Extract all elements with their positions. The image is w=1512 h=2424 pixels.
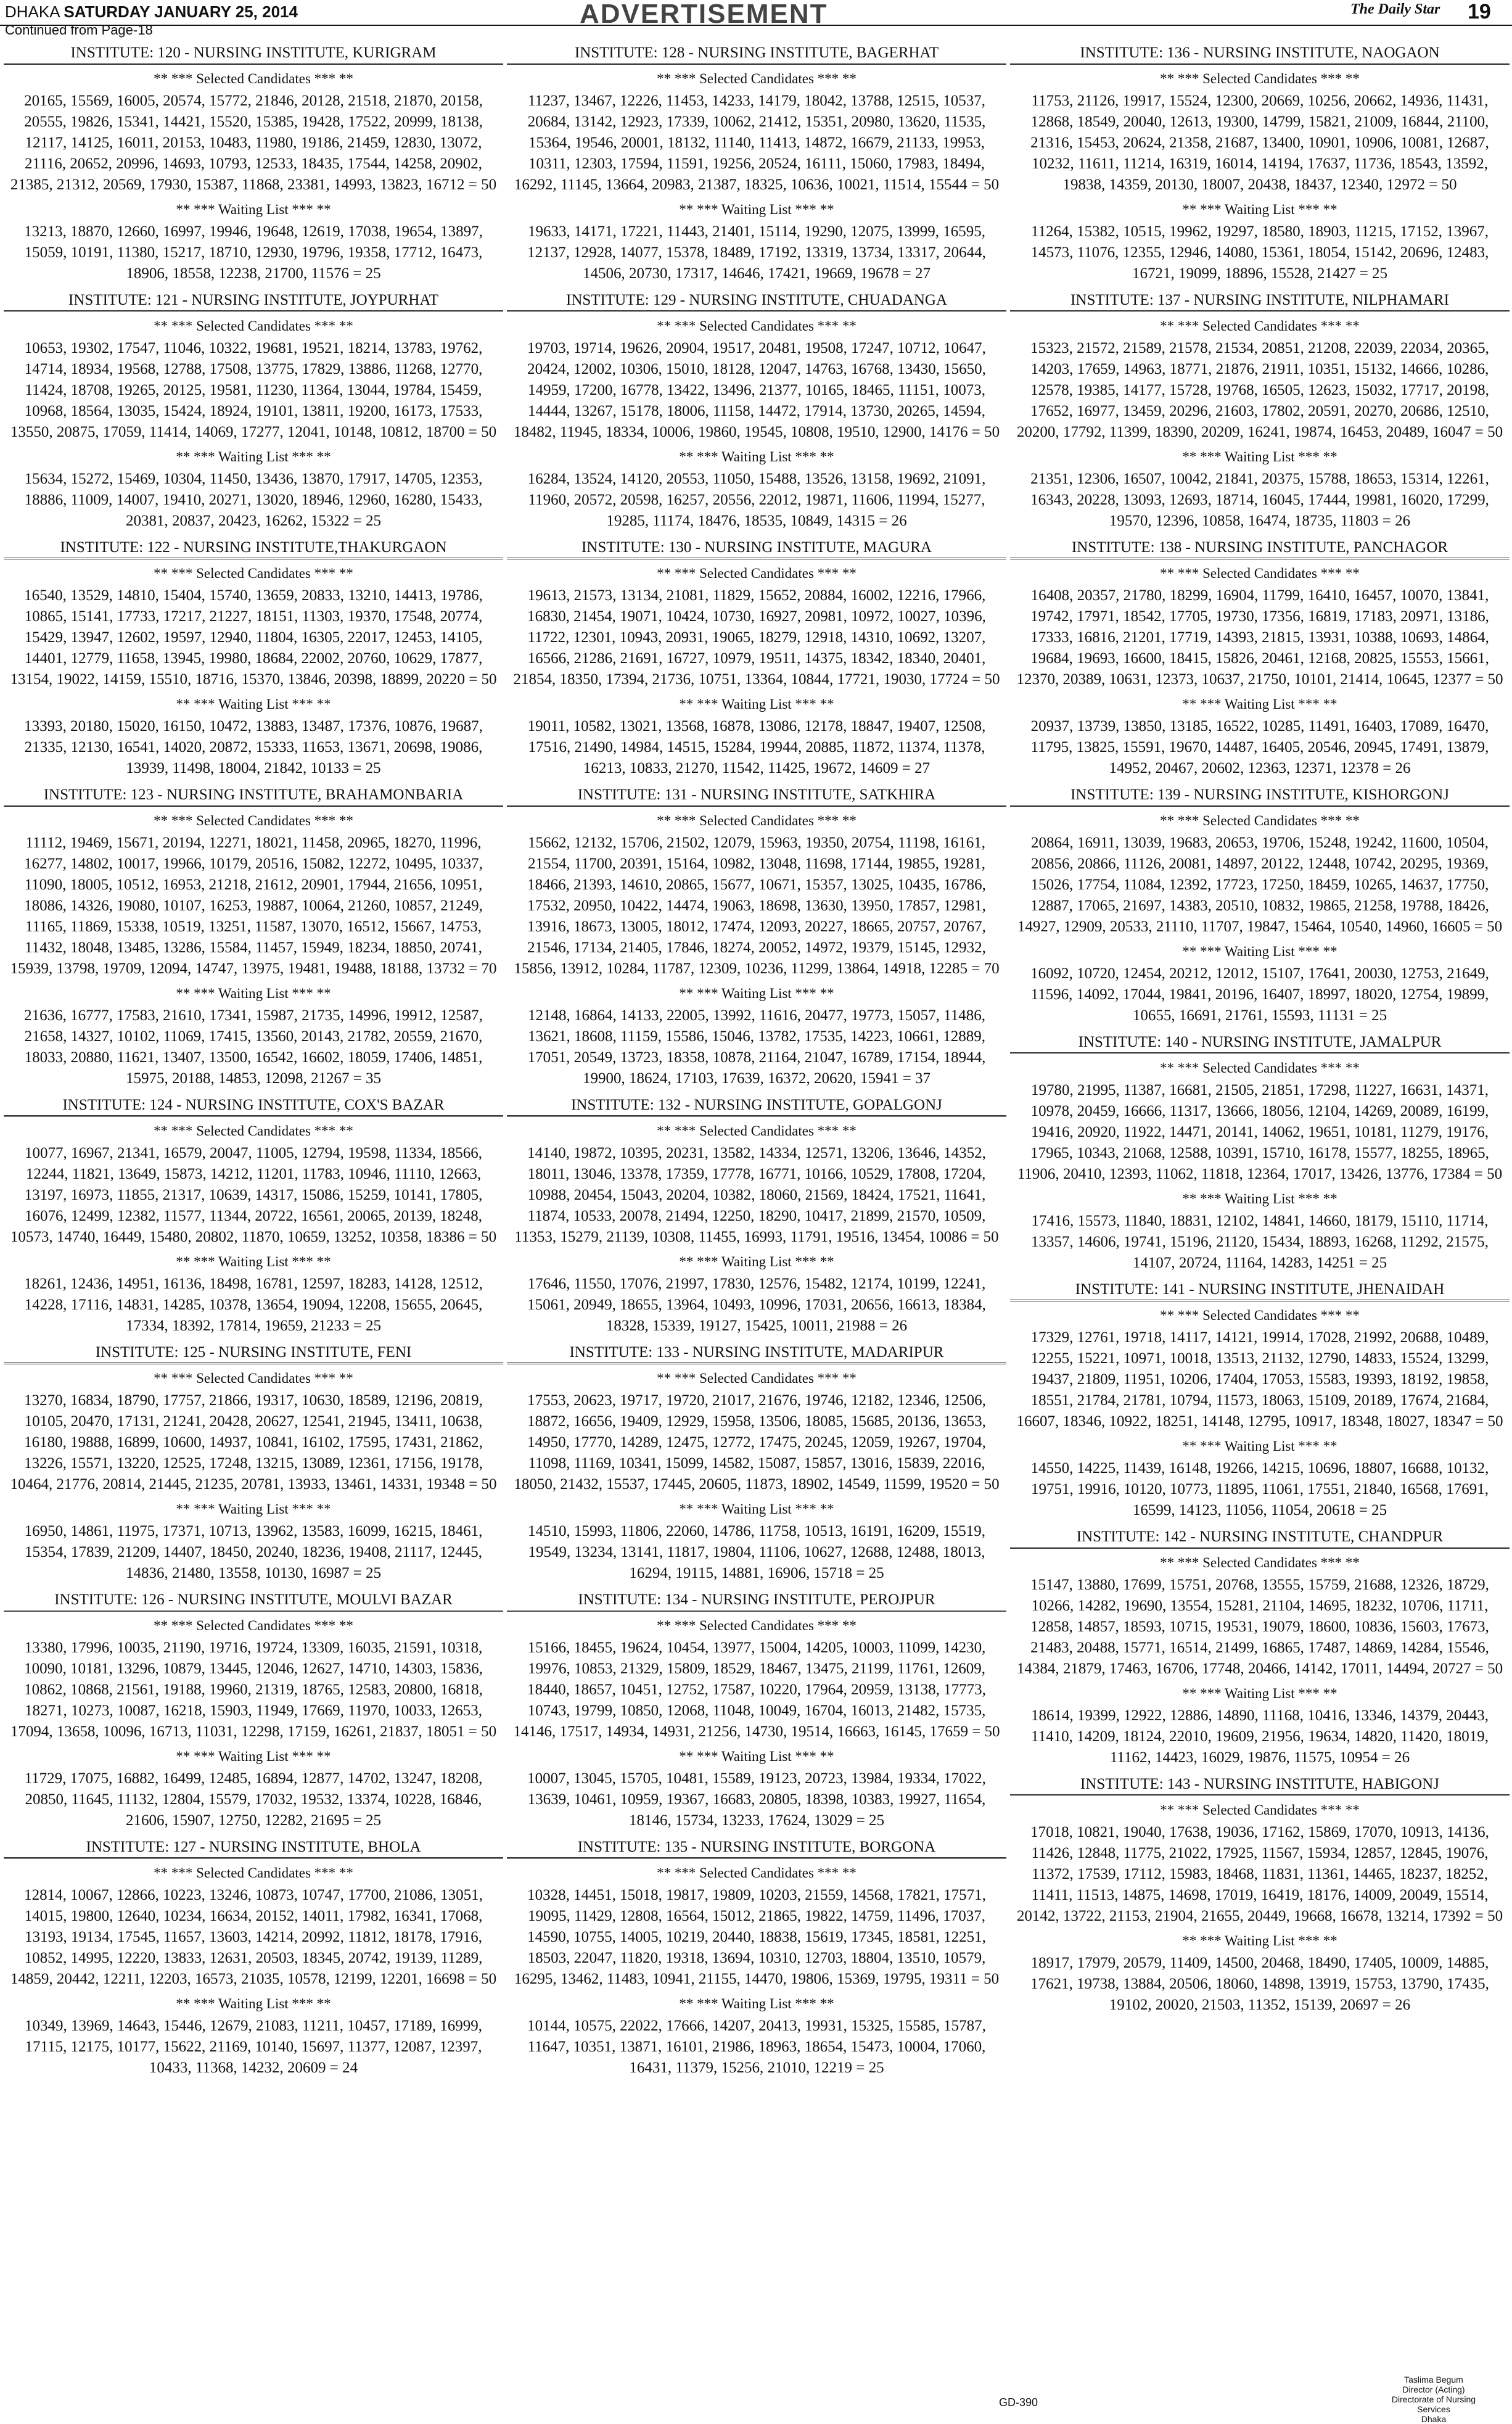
institute-title: INSTITUTE: 136 - NURSING INSTITUTE, NAOGAON [1010,41,1510,65]
selected-candidates: 19613, 21573, 13134, 21081, 11829, 15652, 20884, 16002, 12216, 17966, 16830, 21454, 19071, 10424, 10730, 16927, 20981, 10972, 10027, 10396, 11722, 12301, 10943, 20931, 19065, 18279, 12918, 14310, 10692, 13207, 16566, 21286, 21691, 16727, 10979, 19511, 14375, 18342, 18340, 20401, 21854, 18350, 17394, 21736, 10751, 13364, 10844, 17721, 19030, 17724 = 50 [513,587,1000,688]
waiting-heading: ** *** Waiting List *** ** [176,1501,331,1517]
selected-candidates: 17553, 20623, 19717, 19720, 21017, 21676, 19746, 12182, 12346, 12506, 18872, 16656, 19409, 12929, 15958, 13506, 18085, 15685, 20136, 13653, 14950, 17770, 14289, 12475, 12772, 17475, 20245, 12059, 19267, 19704, 11098, 11169, 10341, 15099, 14582, 15087, 15857, 13016, 15839, 22016, 18050, 21432, 15537, 17445, 20605, 11873, 18902, 14549, 11599, 19520 = 50 [514,1392,1000,1493]
waiting-heading: ** *** Waiting List *** ** [1182,944,1337,959]
selected-heading: ** *** Selected Candidates *** ** [657,1618,857,1633]
selected-heading: ** *** Selected Candidates *** ** [657,71,857,86]
ad-code: GD-390 [999,2396,1038,2409]
waiting-heading: ** *** Waiting List *** ** [1182,449,1337,464]
waiting-heading: ** *** Waiting List *** ** [176,1996,331,2011]
institute-title: INSTITUTE: 128 - NURSING INSTITUTE, BAGERHAT [507,41,1006,65]
institute-title: INSTITUTE: 124 - NURSING INSTITUTE, COX'S BAZAR [4,1093,503,1117]
selected-heading: ** *** Selected Candidates *** ** [154,318,353,334]
institute-block [1010,41,1510,284]
institute-title: INSTITUTE: 137 - NURSING INSTITUTE, NILPHAMARI [1010,288,1510,312]
city: DHAKA [5,2,60,21]
waiting-list: 19011, 10582, 13021, 13568, 16878, 13086, 12178, 18847, 19407, 12508, 17516, 21490, 14984, 14515, 15284, 19944, 20885, 11872, 11374, 11378, 16213, 10833, 21270, 11542, 11425, 19672, 14609 = 27 [527,718,986,777]
signature-block [1381,2375,1486,2424]
waiting-heading: ** *** Waiting List *** ** [176,1749,331,1764]
selected-candidates: 10653, 19302, 17547, 11046, 10322, 19681, 19521, 18214, 13783, 19762, 14714, 18934, 19568, 12788, 17508, 13775, 17829, 13886, 11268, 12770, 11424, 18708, 19265, 20125, 19581, 11230, 11364, 13044, 19784, 15459, 10968, 18564, 13035, 15424, 18924, 19101, 13811, 19200, 16173, 17533, 13550, 20875, 17059, 11414, 14069, 17277, 12041, 10148, 10812, 18700 = 50 [10,340,497,440]
institute-block [4,1093,503,1337]
selected-candidates: 13380, 17996, 10035, 21190, 19716, 19724, 13309, 16035, 21591, 10318, 10090, 10181, 13296, 10879, 13445, 12046, 12627, 14710, 14303, 15836, 10862, 10868, 21561, 19188, 19960, 21319, 18765, 12583, 20800, 16818, 18271, 10273, 10087, 16218, 15903, 11949, 17669, 11970, 10033, 12653, 17094, 13658, 10096, 16713, 11031, 12298, 17159, 16261, 21837, 18051 = 50 [10,1639,497,1740]
waiting-heading: ** *** Waiting List *** ** [679,696,834,712]
signer-name: Taslima Begum [1404,2375,1463,2385]
waiting-list: 12148, 16864, 14133, 22005, 13992, 11616, 20477, 19773, 15057, 11486, 13621, 18608, 11159, 15586, 15046, 13782, 17535, 14223, 10661, 12889, 17051, 20549, 13723, 18358, 10878, 21164, 21047, 16789, 17154, 18944, 19900, 18624, 17103, 17639, 16372, 20620, 15941 = 37 [527,1007,986,1087]
waiting-heading: ** *** Waiting List *** ** [679,202,834,217]
column-1 [4,41,503,2412]
institute-block [1010,783,1510,1026]
institute-title: INSTITUTE: 134 - NURSING INSTITUTE, PEROJPUR [507,1588,1006,1612]
waiting-heading: ** *** Waiting List *** ** [679,986,834,1001]
institute-block [1010,1772,1510,2016]
waiting-heading: ** *** Waiting List *** ** [1182,1686,1337,1701]
waiting-list: 14510, 15993, 11806, 22060, 14786, 11758, 10513, 16191, 16209, 15519, 19549, 13234, 13141, 11817, 19804, 11106, 10627, 12688, 12488, 18013, 16294, 19115, 14881, 16906, 15718 = 25 [528,1523,985,1581]
waiting-heading: ** *** Waiting List *** ** [1182,1933,1337,1948]
institute-block [4,783,503,1089]
waiting-heading: ** *** Waiting List *** ** [679,1254,834,1269]
selected-candidates: 16408, 20357, 21780, 18299, 16904, 11799, 16410, 16457, 10070, 13841, 19742, 17971, 18542, 17705, 19730, 17356, 16819, 17183, 20971, 13186, 17333, 16816, 21201, 17719, 14393, 21815, 13931, 10388, 10693, 14864, 19684, 19693, 16600, 18415, 15826, 20461, 12168, 20825, 15553, 15661, 12370, 20389, 10631, 12373, 10637, 21750, 10101, 21414, 10645, 12377 = 50 [1016,587,1503,688]
institute-block [4,1340,503,1584]
selected-heading: ** *** Selected Candidates *** ** [1160,1060,1360,1076]
institute-block [4,535,503,779]
header-rule [0,25,1512,26]
signer-title: Director (Acting) [1402,2385,1465,2394]
selected-candidates: 15323, 21572, 21589, 21578, 21534, 20851, 21208, 22039, 22034, 20365, 14203, 17659, 14963, 18771, 21876, 21911, 10351, 15132, 14666, 10286, 12578, 19385, 14177, 15728, 19768, 16505, 12623, 15032, 17717, 20198, 17652, 16977, 13459, 20296, 21603, 17802, 20591, 20270, 20686, 12510, 20200, 17792, 11399, 18390, 20209, 16241, 19874, 16453, 20489, 16047 = 50 [1016,340,1503,440]
institute-title: INSTITUTE: 120 - NURSING INSTITUTE, KURIGRAM [4,41,503,65]
selected-heading: ** *** Selected Candidates *** ** [154,1123,353,1139]
institute-block [4,1835,503,2079]
waiting-list: 15634, 15272, 15469, 10304, 11450, 13436, 13870, 17917, 14705, 12353, 18886, 11009, 14007, 19410, 20271, 13020, 18946, 12960, 16280, 15433, 20381, 20837, 20423, 16262, 15322 = 25 [24,471,483,529]
institute-block [507,41,1006,284]
institute-title: INSTITUTE: 126 - NURSING INSTITUTE, MOULVI BAZAR [4,1588,503,1612]
selected-candidates: 19780, 21995, 11387, 16681, 21505, 21851, 17298, 11227, 16631, 14371, 10978, 20459, 16666, 11317, 13666, 18056, 12104, 14269, 20089, 16199, 19416, 20920, 11922, 14471, 20141, 14062, 19651, 10181, 11279, 19176, 17965, 10343, 21068, 12588, 10391, 15710, 16178, 15577, 18255, 18965, 11906, 20410, 12393, 11062, 11818, 12364, 17017, 13426, 13776, 17384 = 50 [1017,1082,1503,1182]
section-title: ADVERTISEMENT [580,0,828,29]
selected-candidates: 20165, 15569, 16005, 20574, 15772, 21846, 20128, 21518, 21870, 20158, 20555, 19826, 15341, 14421, 15520, 15385, 19428, 17522, 20999, 18138, 12117, 14125, 16011, 20153, 10483, 11980, 19186, 21459, 12830, 13072, 21116, 20652, 20996, 14693, 10793, 12533, 18435, 17544, 14258, 20902, 21385, 21312, 20569, 17930, 15387, 11868, 23381, 14993, 13823, 16712 = 50 [10,93,497,193]
selected-heading: ** *** Selected Candidates *** ** [1160,813,1360,828]
selected-heading: ** *** Selected Candidates *** ** [154,1618,353,1633]
column-2 [507,41,1006,2412]
waiting-list: 20937, 13739, 13850, 13185, 16522, 10285, 11491, 16403, 17089, 16470, 11795, 13825, 15591, 19670, 14487, 16405, 20546, 20945, 17491, 13879, 14952, 20467, 20602, 12363, 12371, 12378 = 26 [1030,718,1489,777]
institute-title: INSTITUTE: 129 - NURSING INSTITUTE, CHUADANGA [507,288,1006,312]
waiting-heading: ** *** Waiting List *** ** [176,696,331,712]
institute-title: INSTITUTE: 131 - NURSING INSTITUTE, SATKHIRA [507,783,1006,807]
institute-block [507,1093,1006,1337]
selected-candidates: 14140, 19872, 10395, 20231, 13582, 14334, 12571, 13206, 13646, 14352, 18011, 13046, 13378, 17359, 17778, 16771, 10166, 10529, 17808, 17204, 10988, 20454, 15043, 20204, 10382, 18060, 21569, 18424, 17521, 11641, 11874, 10533, 20078, 21494, 12250, 18290, 10417, 21899, 21570, 10509, 11353, 15279, 21139, 10308, 11455, 16993, 11791, 19516, 13454, 10086 = 50 [514,1145,999,1245]
waiting-heading: ** *** Waiting List *** ** [176,986,331,1001]
waiting-heading: ** *** Waiting List *** ** [679,449,834,464]
selected-candidates: 15166, 18455, 19624, 10454, 13977, 15004, 14205, 10003, 11099, 14230, 19976, 10853, 21329, 15809, 18529, 18467, 13475, 21199, 11761, 12609, 18440, 18657, 10451, 12752, 17587, 10220, 17964, 20959, 13138, 17773, 10743, 19799, 10850, 12068, 11048, 10049, 16704, 16013, 21482, 15735, 14146, 17517, 14934, 14931, 21256, 14730, 19514, 16663, 16145, 17659 = 50 [513,1639,1000,1740]
waiting-list: 13213, 18870, 12660, 16997, 19946, 19648, 12619, 17038, 19654, 13897, 15059, 10191, 11380, 15217, 18710, 12930, 19796, 19358, 17712, 16473, 18906, 18558, 12238, 21700, 11576 = 25 [24,223,483,282]
waiting-list: 21636, 16777, 17583, 21610, 17341, 15987, 21735, 14996, 19912, 12587, 21658, 14327, 10102, 11069, 17415, 13560, 20143, 21782, 20559, 21670, 18033, 20880, 11621, 13407, 13500, 16542, 16602, 18059, 17406, 14851, 15975, 20188, 14853, 12098, 21267 = 35 [24,1007,483,1087]
waiting-heading: ** *** Waiting List *** ** [679,1501,834,1517]
institute-title: INSTITUTE: 143 - NURSING INSTITUTE, HABIGONJ [1010,1772,1510,1796]
selected-candidates: 11112, 19469, 15671, 20194, 12271, 18021, 11458, 20965, 18270, 11996, 16277, 14802, 10017, 19966, 10179, 20516, 15082, 12272, 10495, 10337, 11090, 18005, 10512, 16953, 21218, 21612, 20901, 17944, 21656, 10951, 18086, 14326, 19080, 10107, 16253, 19887, 10064, 21260, 10857, 21249, 11165, 11869, 15338, 10519, 13251, 11587, 13070, 16512, 15667, 14753, 11432, 18048, 13485, 13286, 15584, 11457, 15949, 18234, 18850, 20741, 15939, 13798, 19709, 12094, 14747, 13975, 19481, 19488, 18188, 13732 = 70 [10,835,497,977]
dateline [5,2,298,22]
institute-block [4,41,503,284]
waiting-heading: ** *** Waiting List *** ** [1182,202,1337,217]
selected-heading: ** *** Selected Candidates *** ** [154,813,353,828]
waiting-list: 19633, 14171, 17221, 11443, 21401, 15114, 19290, 12075, 13999, 16595, 12137, 12928, 14077, 15378, 18489, 17192, 13319, 13734, 13317, 20644, 14506, 20730, 17317, 14646, 17421, 19669, 19678 = 27 [527,223,986,282]
selected-heading: ** *** Selected Candidates *** ** [1160,1555,1360,1570]
institute-title: INSTITUTE: 138 - NURSING INSTITUTE, PANCHAGOR [1010,535,1510,559]
waiting-list: 17416, 15573, 11840, 18831, 12102, 14841, 14660, 18179, 15110, 11714, 13357, 14606, 19741, 15196, 21120, 15434, 18893, 16268, 11292, 21575, 14107, 20724, 11164, 14283, 14251 = 25 [1031,1213,1489,1271]
selected-heading: ** *** Selected Candidates *** ** [657,813,857,828]
waiting-heading: ** *** Waiting List *** ** [176,1254,331,1269]
waiting-list: 13393, 20180, 15020, 16150, 10472, 13883, 13487, 17376, 10876, 19687, 21335, 12130, 16541, 14020, 20872, 15333, 11653, 13671, 20698, 19086, 13939, 11498, 18004, 21842, 10133 = 25 [24,718,483,777]
signer-city: Dhaka [1421,2414,1447,2424]
waiting-heading: ** *** Waiting List *** ** [1182,1191,1337,1206]
selected-candidates: 11237, 13467, 12226, 11453, 14233, 14179, 18042, 13788, 12515, 10537, 20684, 13142, 12923, 17339, 10062, 21412, 15351, 20980, 13620, 11535, 15364, 19546, 20001, 18132, 11140, 11413, 14872, 16679, 21133, 19953, 10311, 12303, 17594, 11591, 19256, 20524, 16111, 15060, 17983, 18494, 16292, 11145, 13664, 20983, 21387, 18325, 10636, 10021, 11514, 15544 = 50 [514,93,1000,193]
selected-candidates: 15147, 13880, 17699, 15751, 20768, 13555, 15759, 21688, 12326, 18729, 10266, 14282, 19690, 13554, 15281, 21104, 14695, 18232, 10706, 11711, 12858, 14857, 18593, 10715, 19531, 19079, 18600, 10836, 15603, 17673, 21483, 20488, 15771, 16514, 21499, 16865, 17487, 14869, 14284, 15546, 14384, 21879, 17463, 16706, 17748, 20466, 14142, 17011, 14494, 20727 = 50 [1016,1577,1503,1677]
institute-block [1010,1030,1510,1274]
waiting-list: 11729, 17075, 16882, 16499, 12485, 16894, 12877, 14702, 13247, 18208, 20850, 11645, 11132, 12804, 15579, 17032, 19532, 13374, 10228, 16846, 21606, 15907, 12750, 12282, 21695 = 25 [24,1770,483,1829]
waiting-list: 16092, 10720, 12454, 20212, 12012, 15107, 17641, 20030, 12753, 21649, 11596, 14092, 17044, 19841, 20196, 16407, 18997, 18020, 12754, 19899, 10655, 16691, 21761, 15593, 11131 = 25 [1030,965,1489,1024]
waiting-heading: ** *** Waiting List *** ** [176,449,331,464]
waiting-heading: ** *** Waiting List *** ** [1182,696,1337,712]
selected-heading: ** *** Selected Candidates *** ** [657,1371,857,1386]
selected-candidates: 13270, 16834, 18790, 17757, 21866, 19317, 10630, 18589, 12196, 20819, 10105, 20470, 17131, 21241, 20428, 20627, 12541, 21945, 13411, 10638, 16180, 19888, 16899, 10600, 14937, 10841, 16102, 17595, 17431, 21862, 13226, 15571, 13220, 12525, 17248, 13215, 13089, 12361, 17156, 19178, 10464, 21776, 20814, 21445, 21235, 20781, 13933, 13461, 14331, 19348 = 50 [10,1392,497,1493]
institute-block [507,783,1006,1089]
institute-title: INSTITUTE: 121 - NURSING INSTITUTE, JOYPURHAT [4,288,503,312]
selected-heading: ** *** Selected Candidates *** ** [1160,1308,1360,1323]
waiting-list: 10144, 10575, 22022, 17666, 14207, 20413, 19931, 15325, 15585, 15787, 11647, 10351, 13871, 16101, 21986, 18963, 18654, 15473, 10004, 17060, 16431, 11379, 15256, 21010, 12219 = 25 [527,2018,986,2076]
institute-block [4,288,503,532]
institute-title: INSTITUTE: 133 - NURSING INSTITUTE, MADARIPUR [507,1340,1006,1364]
selected-candidates: 17329, 12761, 19718, 14117, 14121, 19914, 17028, 21992, 20688, 10489, 12255, 15221, 10971, 10018, 13513, 21132, 12790, 14833, 15524, 13299, 19437, 21809, 11951, 10206, 17404, 17053, 15583, 19393, 18192, 19858, 18551, 21784, 21781, 10794, 11573, 18063, 15109, 20189, 17674, 21684, 16607, 18346, 10922, 18251, 14148, 12795, 10917, 18348, 18027, 18347 = 50 [1016,1329,1503,1430]
selected-heading: ** *** Selected Candidates *** ** [1160,318,1360,334]
institute-block [507,288,1006,532]
selected-heading: ** *** Selected Candidates *** ** [154,566,353,581]
selected-candidates: 12814, 10067, 12866, 10223, 13246, 10873, 10747, 17700, 21086, 13051, 14015, 19800, 12640, 10234, 16634, 20152, 14011, 17982, 16341, 17068, 13193, 19134, 17545, 11657, 13603, 14214, 20992, 11812, 18178, 17916, 10852, 14995, 12220, 13833, 12631, 20503, 18345, 20742, 19139, 11289, 14859, 20442, 12211, 12203, 16573, 21035, 10578, 12199, 12201, 16698 = 50 [10,1887,497,1987]
institute-block [507,1588,1006,1831]
selected-candidates: 11753, 21126, 19917, 15524, 12300, 20669, 10256, 20662, 14936, 11431, 12868, 18549, 20040, 12613, 19300, 14799, 15821, 21009, 16844, 21100, 21316, 15453, 20624, 21358, 21687, 13400, 10901, 10906, 10081, 12687, 10232, 11611, 11214, 16319, 16014, 14194, 17637, 11736, 18543, 13592, 19838, 14359, 20130, 18007, 20438, 18437, 12340, 12972 = 50 [1030,93,1489,193]
selected-heading: ** *** Selected Candidates *** ** [1160,71,1360,86]
selected-candidates: 16540, 13529, 14810, 15404, 15740, 13659, 20833, 13210, 14413, 19786, 10865, 15141, 17733, 17217, 21227, 18151, 11303, 19370, 17548, 20774, 15429, 13947, 12602, 19597, 12940, 11804, 16305, 22017, 12453, 14105, 14401, 12779, 11658, 13945, 19980, 18684, 22002, 20760, 10629, 17877, 13154, 19022, 14159, 15510, 18716, 15370, 13846, 20398, 18899, 20220 = 50 [10,587,497,688]
selected-heading: ** *** Selected Candidates *** ** [1160,1802,1360,1818]
institute-block [507,1340,1006,1584]
selected-heading: ** *** Selected Candidates *** ** [657,1865,857,1881]
selected-heading: ** *** Selected Candidates *** ** [657,566,857,581]
waiting-list: 10349, 13969, 14643, 15446, 12679, 21083, 11211, 10457, 17189, 16999, 17115, 12175, 10177, 15622, 21169, 10140, 15697, 11377, 12087, 12397, 10433, 11368, 14232, 20609 = 24 [25,2018,482,2076]
selected-candidates: 20864, 16911, 13039, 19683, 20653, 19706, 15248, 19242, 11600, 10504, 20856, 20866, 11126, 20081, 14897, 20122, 12448, 10742, 20295, 19369, 15026, 17754, 11084, 12392, 17723, 17250, 18459, 10265, 14637, 17750, 12887, 17065, 21697, 14383, 20510, 10832, 19865, 21258, 19788, 18426, 14927, 12909, 20533, 21110, 11707, 19847, 15464, 10540, 14960, 16605 = 50 [1017,835,1503,935]
waiting-heading: ** *** Waiting List *** ** [679,1996,834,2011]
institute-title: INSTITUTE: 130 - NURSING INSTITUTE, MAGURA [507,535,1006,559]
waiting-heading: ** *** Waiting List *** ** [176,202,331,217]
selected-heading: ** *** Selected Candidates *** ** [154,1865,353,1881]
waiting-heading: ** *** Waiting List *** ** [679,1749,834,1764]
selected-heading: ** *** Selected Candidates *** ** [657,318,857,334]
institute-block [1010,1525,1510,1768]
waiting-list: 16284, 13524, 14120, 20553, 11050, 15488, 13526, 13158, 19692, 21091, 11960, 20572, 20598, 16257, 20556, 22012, 19871, 11606, 11994, 15277, 19285, 11174, 18476, 18535, 10849, 14315 = 26 [527,471,986,529]
institute-block [507,535,1006,779]
waiting-list: 21351, 12306, 16507, 10042, 21841, 20375, 15788, 18653, 15314, 12261, 16343, 20228, 13093, 12693, 18714, 16045, 17444, 19981, 16020, 17299, 19570, 12396, 10858, 16474, 18735, 11803 = 26 [1030,471,1489,529]
waiting-list: 11264, 15382, 10515, 19962, 19297, 18580, 18903, 11215, 17152, 13967, 14573, 11076, 12355, 12946, 14080, 15361, 18054, 15142, 20696, 12483, 16721, 19099, 18896, 15528, 21427 = 25 [1030,223,1489,282]
waiting-list: 16950, 14861, 11975, 17371, 10713, 13962, 13583, 16099, 16215, 18461, 15354, 17839, 21209, 14407, 18450, 20240, 18236, 19408, 21117, 12445, 14836, 21480, 13558, 10130, 16987 = 25 [24,1523,483,1581]
waiting-heading: ** *** Waiting List *** ** [1182,1438,1337,1454]
selected-candidates: 10328, 14451, 15018, 19817, 19809, 10203, 21559, 14568, 17821, 17571, 19095, 11429, 12808, 16564, 15012, 21865, 19822, 14759, 11496, 17037, 14590, 10755, 14005, 10219, 20440, 18838, 15619, 17345, 18581, 12251, 18503, 22047, 11820, 19318, 13694, 10310, 12703, 18804, 13510, 10579, 16295, 13462, 11483, 10941, 21155, 14470, 19806, 15369, 19795, 19311 = 50 [514,1887,1000,1987]
waiting-list: 10007, 13045, 15705, 10481, 15589, 19123, 20723, 13984, 19334, 17022, 13639, 10461, 10959, 19367, 16683, 20805, 18398, 10383, 19927, 11654, 18146, 15734, 13233, 17624, 13029 = 25 [527,1770,986,1829]
selected-heading: ** *** Selected Candidates *** ** [154,1371,353,1386]
waiting-list: 18261, 12436, 14951, 16136, 18498, 16781, 12597, 18283, 14128, 12512, 14228, 17116, 14831, 14285, 10378, 13654, 19094, 12208, 15655, 20645, 17334, 18392, 17814, 19659, 21233 = 25 [24,1276,483,1334]
waiting-list: 14550, 14225, 11439, 16148, 19266, 14215, 10696, 18807, 16688, 10132, 19751, 19916, 10120, 10773, 11895, 11061, 17551, 21840, 16568, 17691, 16599, 14123, 11056, 11054, 20618 = 25 [1030,1460,1489,1519]
continued-note: Continued from Page-18 [5,22,153,38]
institute-title: INSTITUTE: 140 - NURSING INSTITUTE, JAMALPUR [1010,1030,1510,1054]
selected-candidates: 15662, 12132, 15706, 21502, 12079, 15963, 19350, 20754, 11198, 16161, 21554, 11700, 20391, 15164, 10982, 13048, 11698, 17144, 19855, 19281, 18466, 21393, 14610, 20865, 15677, 10671, 15357, 13025, 10435, 16786, 17532, 20950, 10422, 14474, 19063, 18698, 13630, 13950, 17857, 12981, 13916, 18673, 13005, 18012, 17474, 12093, 20227, 18665, 20757, 20767, 21546, 17134, 21405, 17846, 18274, 20052, 14972, 19379, 15145, 12932, 15856, 13912, 10284, 11787, 12309, 10236, 11299, 13864, 14918, 12285 = 70 [514,835,1000,977]
issue-date: SATURDAY JANUARY 25, 2014 [64,2,298,21]
selected-candidates: 17018, 10821, 19040, 17638, 19036, 17162, 15869, 17070, 10913, 14136, 11426, 12848, 11775, 21022, 17925, 11567, 15934, 12857, 12845, 19076, 11372, 17539, 17112, 15983, 18468, 11831, 11361, 14465, 18237, 18252, 11411, 11513, 14875, 14698, 17019, 16419, 18176, 14009, 20049, 15514, 20142, 13722, 21153, 21904, 21655, 20449, 19668, 16678, 13214, 17392 = 50 [1016,1824,1503,1924]
waiting-list: 18917, 17979, 20579, 11409, 14500, 20468, 18490, 17405, 10009, 14885, 17621, 19738, 13884, 20506, 18060, 14898, 13919, 15753, 13790, 17435, 19102, 20020, 21503, 11352, 15139, 20697 = 26 [1030,1955,1489,2013]
selected-heading: ** *** Selected Candidates *** ** [1160,566,1360,581]
institute-title: INSTITUTE: 135 - NURSING INSTITUTE, BORGONA [507,1835,1006,1859]
masthead-logo: The Daily Star [1350,1,1440,17]
signer-office: Directorate of Nursing Services [1391,2394,1476,2414]
institute-block [507,1835,1006,2079]
institute-title: INSTITUTE: 123 - NURSING INSTITUTE, BRAHAMONBARIA [4,783,503,807]
institute-title: INSTITUTE: 132 - NURSING INSTITUTE, GOPALGONJ [507,1093,1006,1117]
results-columns [0,41,1512,2412]
institute-block [1010,288,1510,532]
column-3 [1010,41,1510,2412]
waiting-list: 18614, 19399, 12922, 12886, 14890, 11168, 10416, 13346, 14379, 20443, 11410, 14209, 18124, 22010, 19609, 21956, 19634, 14820, 11420, 18019, 11162, 14423, 16029, 19876, 11575, 10954 = 26 [1031,1707,1489,1766]
institute-block [1010,1277,1510,1521]
selected-candidates: 19703, 19714, 19626, 20904, 19517, 20481, 19508, 17247, 10712, 10647, 20424, 12002, 10306, 15010, 18128, 12047, 14763, 16768, 13430, 15650, 14959, 17200, 16778, 13422, 13496, 21377, 10165, 18465, 11151, 10073, 14444, 13267, 15178, 18006, 11158, 14472, 17914, 13730, 20265, 14594, 18482, 11945, 18334, 10006, 19860, 19545, 10808, 19510, 12900, 14176 = 50 [513,340,1000,440]
institute-block [4,1588,503,1831]
institute-title: INSTITUTE: 139 - NURSING INSTITUTE, KISHORGONJ [1010,783,1510,807]
page-number: 19 [1468,0,1491,23]
institute-title: INSTITUTE: 127 - NURSING INSTITUTE, BHOLA [4,1835,503,1859]
waiting-list: 17646, 11550, 17076, 21997, 17830, 12576, 15482, 12174, 10199, 12241, 15061, 20949, 18655, 13964, 10493, 10996, 17031, 20656, 16613, 18384, 18328, 15339, 19127, 15425, 10011, 21988 = 26 [527,1276,986,1334]
institute-block [1010,535,1510,779]
institute-title: INSTITUTE: 122 - NURSING INSTITUTE,THAKURGAON [4,535,503,559]
selected-heading: ** *** Selected Candidates *** ** [657,1123,857,1139]
institute-title: INSTITUTE: 125 - NURSING INSTITUTE, FENI [4,1340,503,1364]
institute-title: INSTITUTE: 141 - NURSING INSTITUTE, JHENAIDAH [1010,1277,1510,1301]
selected-heading: ** *** Selected Candidates *** ** [154,71,353,86]
institute-title: INSTITUTE: 142 - NURSING INSTITUTE, CHANDPUR [1010,1525,1510,1549]
selected-candidates: 10077, 16967, 21341, 16579, 20047, 11005, 12794, 19598, 11334, 18566, 12244, 11821, 13649, 15873, 14212, 11201, 11783, 10946, 11110, 12663, 13197, 16973, 11855, 21317, 10639, 14317, 15086, 15259, 10141, 17805, 16076, 12499, 12382, 11577, 11344, 20722, 16561, 20065, 20139, 18248, 10573, 14740, 16449, 15480, 20802, 11870, 10659, 13252, 10358, 18386 = 50 [10,1145,497,1245]
